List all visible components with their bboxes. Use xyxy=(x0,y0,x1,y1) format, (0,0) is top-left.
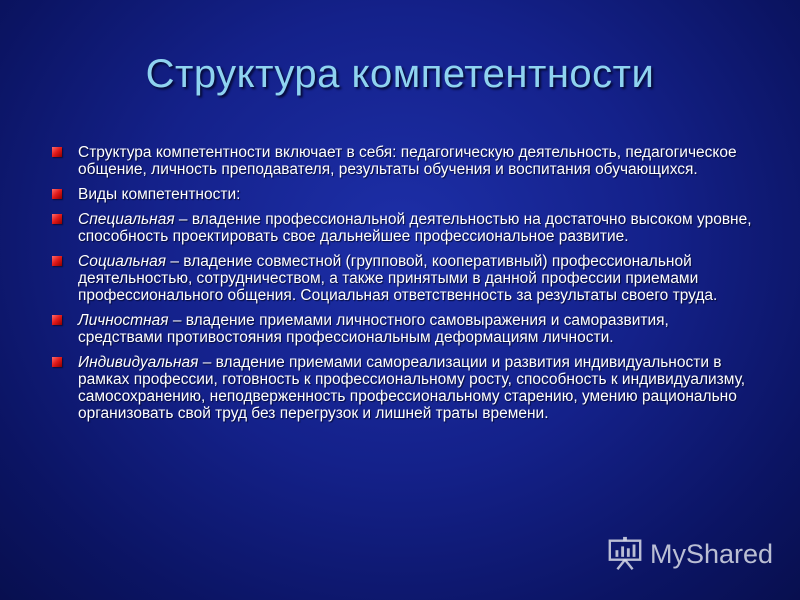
item-lead: Индивидуальная xyxy=(78,354,199,371)
list-item xyxy=(52,144,752,178)
bullet-square-icon xyxy=(52,214,62,224)
item-lead: Личностная xyxy=(78,312,169,329)
list-item xyxy=(52,211,752,245)
watermark-logo[interactable] xyxy=(606,534,773,574)
bullet-square-icon xyxy=(52,357,62,367)
item-text: Структура компетентности включает в себя: педагогическую деятельность, педагогическое общение, личность преподавателя, результаты обучения и воспитания обучающихся. xyxy=(78,144,737,178)
list-item xyxy=(52,186,752,203)
watermark-text: MyShared xyxy=(650,538,774,569)
item-text: – владение приемами личностного самовыражения и саморазвития, средствами противостояния профессиональным деформациям личности. xyxy=(78,312,669,346)
item-text: – владение приемами самореализации и развития индивидуальности в рамках профессии, готовность к профессиональному росту, способность к индивидуализму, самосохранению, неподверженность профессиональному старению, умению рационально организовать свой труд без перегрузок и лишней траты времени. xyxy=(78,354,746,422)
bullet-square-icon xyxy=(52,315,62,325)
presentation-board-icon xyxy=(606,535,644,573)
slide-title: Структура компетентности xyxy=(145,52,655,96)
list-item xyxy=(52,253,752,304)
bullet-square-icon xyxy=(52,147,62,157)
bullet-list xyxy=(52,144,752,430)
item-text: – владение профессиональной деятельностью на достаточно высоком уровне, способность проектировать свое дальнейшее профессиональное развитие. xyxy=(78,211,752,245)
item-lead: Социальная xyxy=(78,253,167,270)
list-item xyxy=(52,312,752,346)
list-item xyxy=(52,354,752,422)
item-lead: Специальная xyxy=(78,211,175,228)
bullet-square-icon xyxy=(52,256,62,266)
item-text: Виды компетентности: xyxy=(78,186,241,203)
item-text: – владение совместной (групповой, кооперативный) профессиональной деятельностью, сотрудничеством, а также принятыми в данной профессии приемами профессионального общения. Социальная ответственность за результаты своего труда. xyxy=(78,253,718,304)
bullet-square-icon xyxy=(52,189,62,199)
